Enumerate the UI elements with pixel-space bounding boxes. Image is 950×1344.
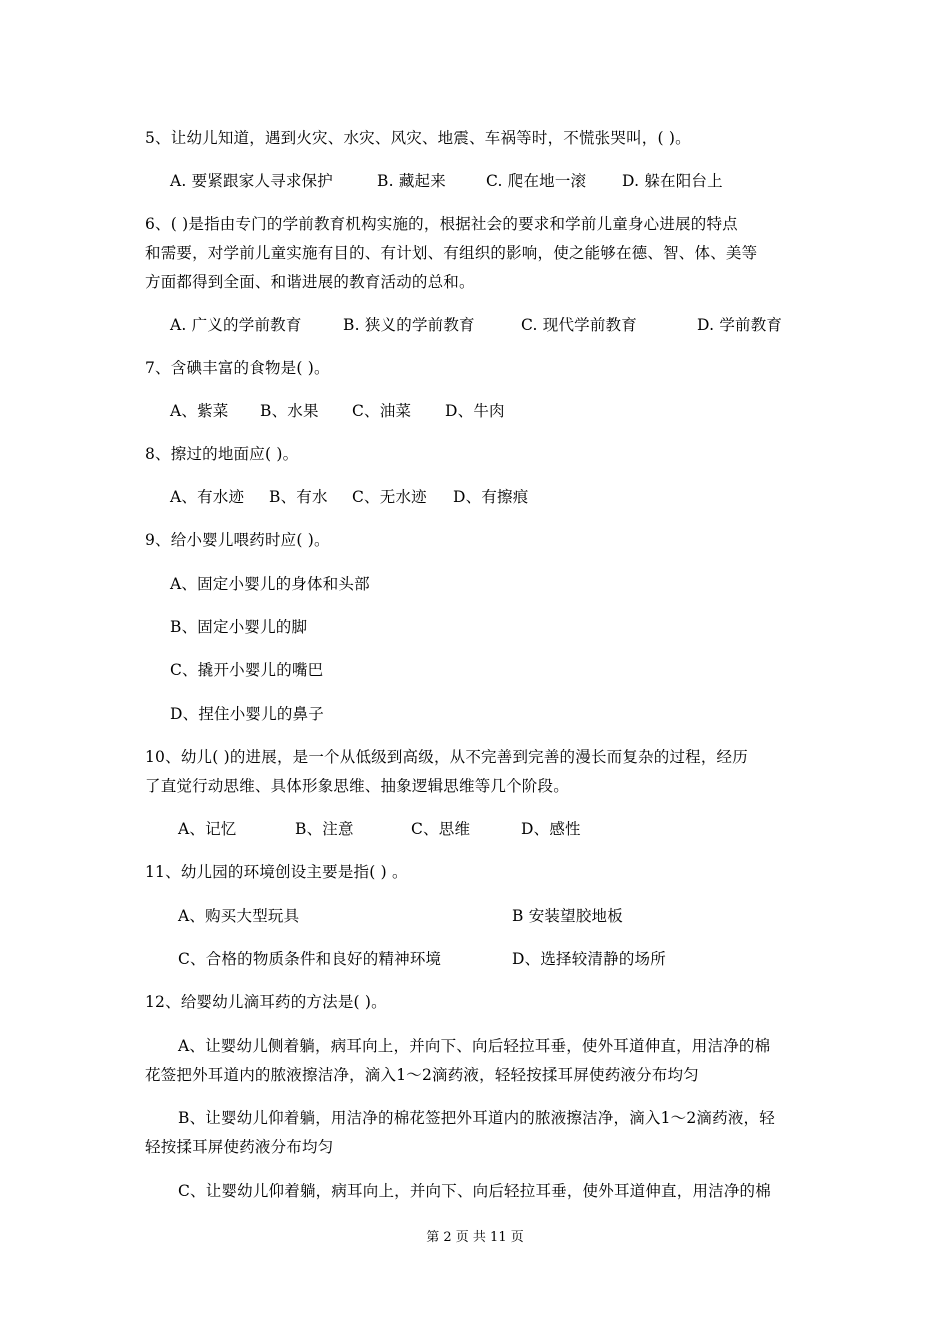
q6-option-d: D. 学前教育 [697, 316, 783, 334]
q10-option-c: C、思维 [411, 820, 471, 838]
q5-option-c: C. 爬在地一滚 [486, 172, 587, 190]
q11-option-a: A、购买大型玩具 [178, 907, 300, 925]
q10-option-a: A、记忆 [178, 820, 237, 838]
q5-option-b: B. 藏起来 [377, 172, 446, 190]
q12-option-c-line-1: C、让婴幼儿仰着躺，病耳向上，并向下、向后轻拉耳垂，使外耳道伸直，用洁净的棉 [178, 1182, 771, 1200]
question-6-options [0, 315, 950, 335]
question-6-stem-line-1: 6、( )是指由专门的学前教育机构实施的，根据社会的要求和学前儿童身心进展的特点 [145, 215, 738, 233]
question-5-options [0, 171, 950, 191]
q5-option-a: A. 要紧跟家人寻求保护 [170, 172, 333, 190]
question-12-stem: 12、给婴幼儿滴耳药的方法是( )。 [145, 993, 387, 1011]
q6-option-a: A. 广义的学前教育 [170, 316, 302, 334]
q6-option-b: B. 狭义的学前教育 [343, 316, 475, 334]
question-11-stem: 11、幼儿园的环境创设主要是指( ) 。 [145, 863, 408, 881]
q5-option-d: D. 躲在阳台上 [622, 172, 723, 190]
q9-option-a: A、固定小婴儿的身体和头部 [170, 575, 370, 593]
question-10-stem-line-1: 10、幼儿( )的进展，是一个从低级到高级，从不完善到完善的漫长而复杂的过程，经历 [145, 748, 748, 766]
q8-option-a: A、有水迹 [170, 488, 245, 506]
q7-option-a: A、紫菜 [170, 402, 229, 420]
question-8-options [0, 487, 950, 507]
q11-option-b: B 安装望胶地板 [512, 907, 623, 925]
question-10-options [0, 819, 950, 839]
q9-option-d: D、捏住小婴儿的鼻子 [170, 705, 324, 723]
q12-option-b-line-2: 轻按揉耳屏使药液分布均匀 [145, 1138, 334, 1156]
q8-option-c: C、无水迹 [352, 488, 427, 506]
q12-option-a-line-2: 花签把外耳道内的脓液擦洁净，滴入1～2滴药液，轻轻按揉耳屏使药液分布均匀 [145, 1066, 699, 1084]
question-7-options [0, 401, 950, 421]
q8-option-b: B、有水 [269, 488, 328, 506]
question-11-options-row-1 [0, 906, 950, 926]
q11-option-d: D、选择较清静的场所 [512, 950, 666, 968]
q10-option-d: D、感性 [521, 820, 581, 838]
q8-option-d: D、有擦痕 [453, 488, 529, 506]
q7-option-d: D、牛肉 [445, 402, 505, 420]
q9-option-b: B、固定小婴儿的脚 [170, 618, 308, 636]
q9-option-c: C、撬开小婴儿的嘴巴 [170, 661, 324, 679]
question-11-options-row-2 [0, 949, 950, 969]
q11-option-c: C、合格的物质条件和良好的精神环境 [178, 950, 442, 968]
question-8-stem: 8、擦过的地面应( )。 [145, 445, 299, 463]
question-10-stem-line-2: 了直觉行动思维、具体形象思维、抽象逻辑思维等几个阶段。 [145, 777, 569, 795]
question-6-stem-line-2: 和需要，对学前儿童实施有目的、有计划、有组织的影响，使之能够在德、智、体、美等 [145, 244, 758, 262]
question-9-stem: 9、给小婴儿喂药时应( )。 [145, 531, 330, 549]
q10-option-b: B、注意 [295, 820, 354, 838]
question-7-stem: 7、含碘丰富的食物是( )。 [145, 359, 330, 377]
q12-option-a-line-1: A、让婴幼儿侧着躺，病耳向上，并向下、向后轻拉耳垂，使外耳道伸直，用洁净的棉 [178, 1037, 771, 1055]
q6-option-c: C. 现代学前教育 [521, 316, 637, 334]
question-5-stem: 5、让幼儿知道，遇到火灾、水灾、风灾、地震、车祸等时，不慌张哭叫，( )。 [145, 129, 691, 147]
q7-option-c: C、油菜 [352, 402, 412, 420]
page-number-footer: 第 2 页 共 11 页 [426, 1230, 524, 1245]
q7-option-b: B、水果 [260, 402, 319, 420]
question-6-stem-line-3: 方面都得到全面、和谐进展的教育活动的总和。 [145, 273, 475, 291]
q12-option-b-line-1: B、让婴幼儿仰着躺，用洁净的棉花签把外耳道内的脓液擦洁净，滴入1～2滴药液，轻 [178, 1109, 775, 1127]
